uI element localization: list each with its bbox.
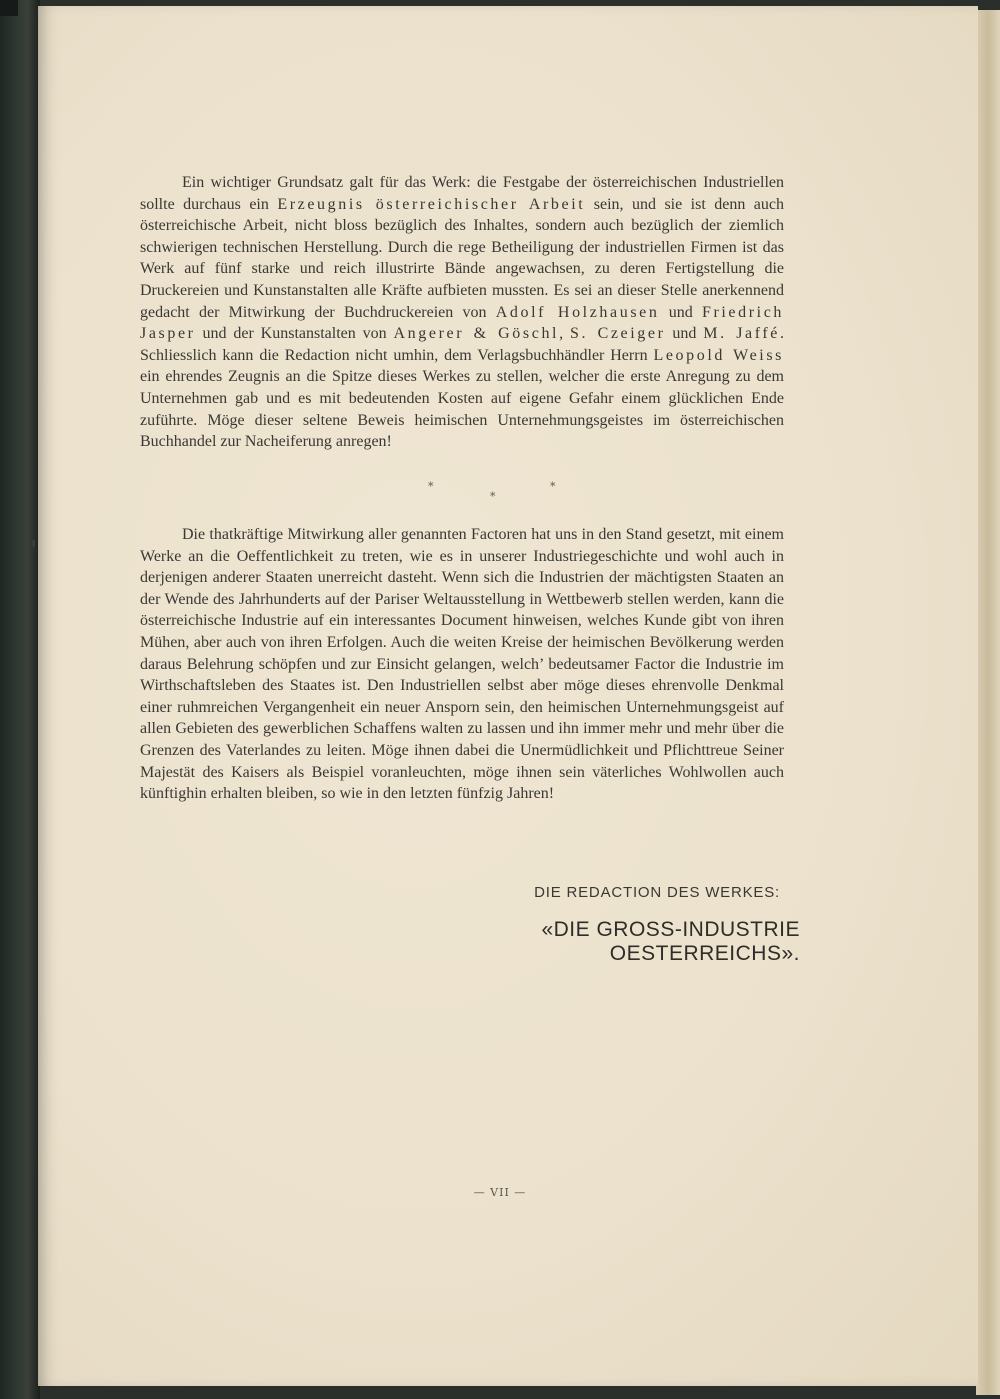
signature-line-1: DIE REDACTION DES WERKES: <box>534 884 780 901</box>
margin-mark <box>32 540 35 547</box>
p1-text: , <box>559 325 570 343</box>
emphasis-czeiger: S. Czeiger <box>569 325 666 343</box>
p1-text: ein ehrendes Zeugnis an die Spitze dieses Werkes zu stellen, welcher die erste Anregung zu dem Unternehmen gab und es mit bedeutenden Kosten auf eigene Gefahr einem glücklichen Ende zuführte. Möge dieser seltene Beweis heimischen Unternehmungsgeistes im österreichischen Buchhandel zur Nacheiferung anregen! <box>140 368 784 451</box>
p1-text: Ein wichtiger Grundsatz galt für das Werk: die Festgabe der österreichischen Industriellen sollte durchaus ein <box>140 174 784 213</box>
binding-corner <box>0 0 18 16</box>
p1-text: sein, und sie ist denn auch österreichische Arbeit, nicht bloss bezüglich des Inhaltes, sondern auch bezüglich der ziemlich schwierigen technischen Herstellung. Durch die rege Betheiligung der industriellen Firmen ist das Werk auf fünf starke und reich illustrirte Bände angewachsen, zu deren Fertigstellung die Druckereien und Kunstanstalten alle Kräfte aufbieten mussten. Es sei an dieser Stelle anerkennend gedacht der Mitwirkung der Buchdruckereien von <box>140 195 785 321</box>
signature-line-2: «DIE GROSS-INDUSTRIE OESTERREICHS». <box>541 918 800 965</box>
emphasis-erzeugnis: Erzeugnis österreichischer Arbeit <box>277 195 586 213</box>
emphasis-angerer-goeschl: Angerer & Göschl <box>393 325 560 343</box>
paragraph-2: Die thatkräftige Mitwirkung aller genannten Factoren hat uns in den Stand gesetzt, mit einem Werke an die Oeffentlichkeit zu treten, wie es in unserer Industriegeschichte und wohl auch in derjenigen anderer Staaten unerreicht dasteht. Wenn sich die Industrien der mächtigsten Staaten an der Wende des Jahrhunderts auf der Pariser Weltausstellung in Wettbewerb stellen werden, kann die österreichische Industrie auf ein interessantes Document hinweisen, welches Kunde gibt von ihren Mühen, aber auch von ihren Erfolgen. Auch die weiten Kreise der heimischen Bevölkerung werden daraus Belehrung schöpfen und zur Einsicht gelangen, welch’ bedeutsamer Factor die Industrie im Wirthschaftsleben des Staates ist. Den Industriellen selbst aber möge dieses ehrenvolle Denkmal einer ruhmreichen Vergangenheit ein neuer Ansporn sein, den heimischen Unternehmungsgeist auf allen Gebieten des gewerblichen Schaffens walten zu lassen und ihn immer mehr und mehr über die Grenzen des Vaterlandes zu leiten. Möge ihnen dabei die Unermüdlichkeit und Pflichttreue Seiner Majestät des Kaisers als Beispiel voranleuchten, möge ihnen sein väterliches Wohlwollen auch künftighin erhalten bleiben, so wie in den letzten fünfzig Jahren! <box>140 526 784 803</box>
p1-text: . Schliesslich kann die Redaction nicht umhin, dem Verlagsbuchhändler Herrn <box>140 325 784 364</box>
emphasis-jasper: Friedrich Jasper <box>140 303 785 343</box>
emphasis-holzhausen: Adolf Holzhausen <box>495 303 660 321</box>
p1-text: und <box>665 325 704 343</box>
asterisk: * <box>550 480 556 493</box>
page-edge <box>976 10 1000 1395</box>
emphasis-weiss: Leopold Weiss <box>653 346 785 364</box>
paragraph-1 <box>140 172 784 453</box>
asterisk: * <box>490 490 496 503</box>
book-spine <box>0 0 40 1399</box>
asterisk: * <box>428 480 434 493</box>
page-number: — VII — <box>473 1186 527 1199</box>
p1-text: und <box>659 303 702 321</box>
p1-text: und der Kunstanstalten von <box>195 325 394 343</box>
emphasis-jaffe: M. Jaffé <box>703 325 780 343</box>
asterism <box>380 474 560 514</box>
